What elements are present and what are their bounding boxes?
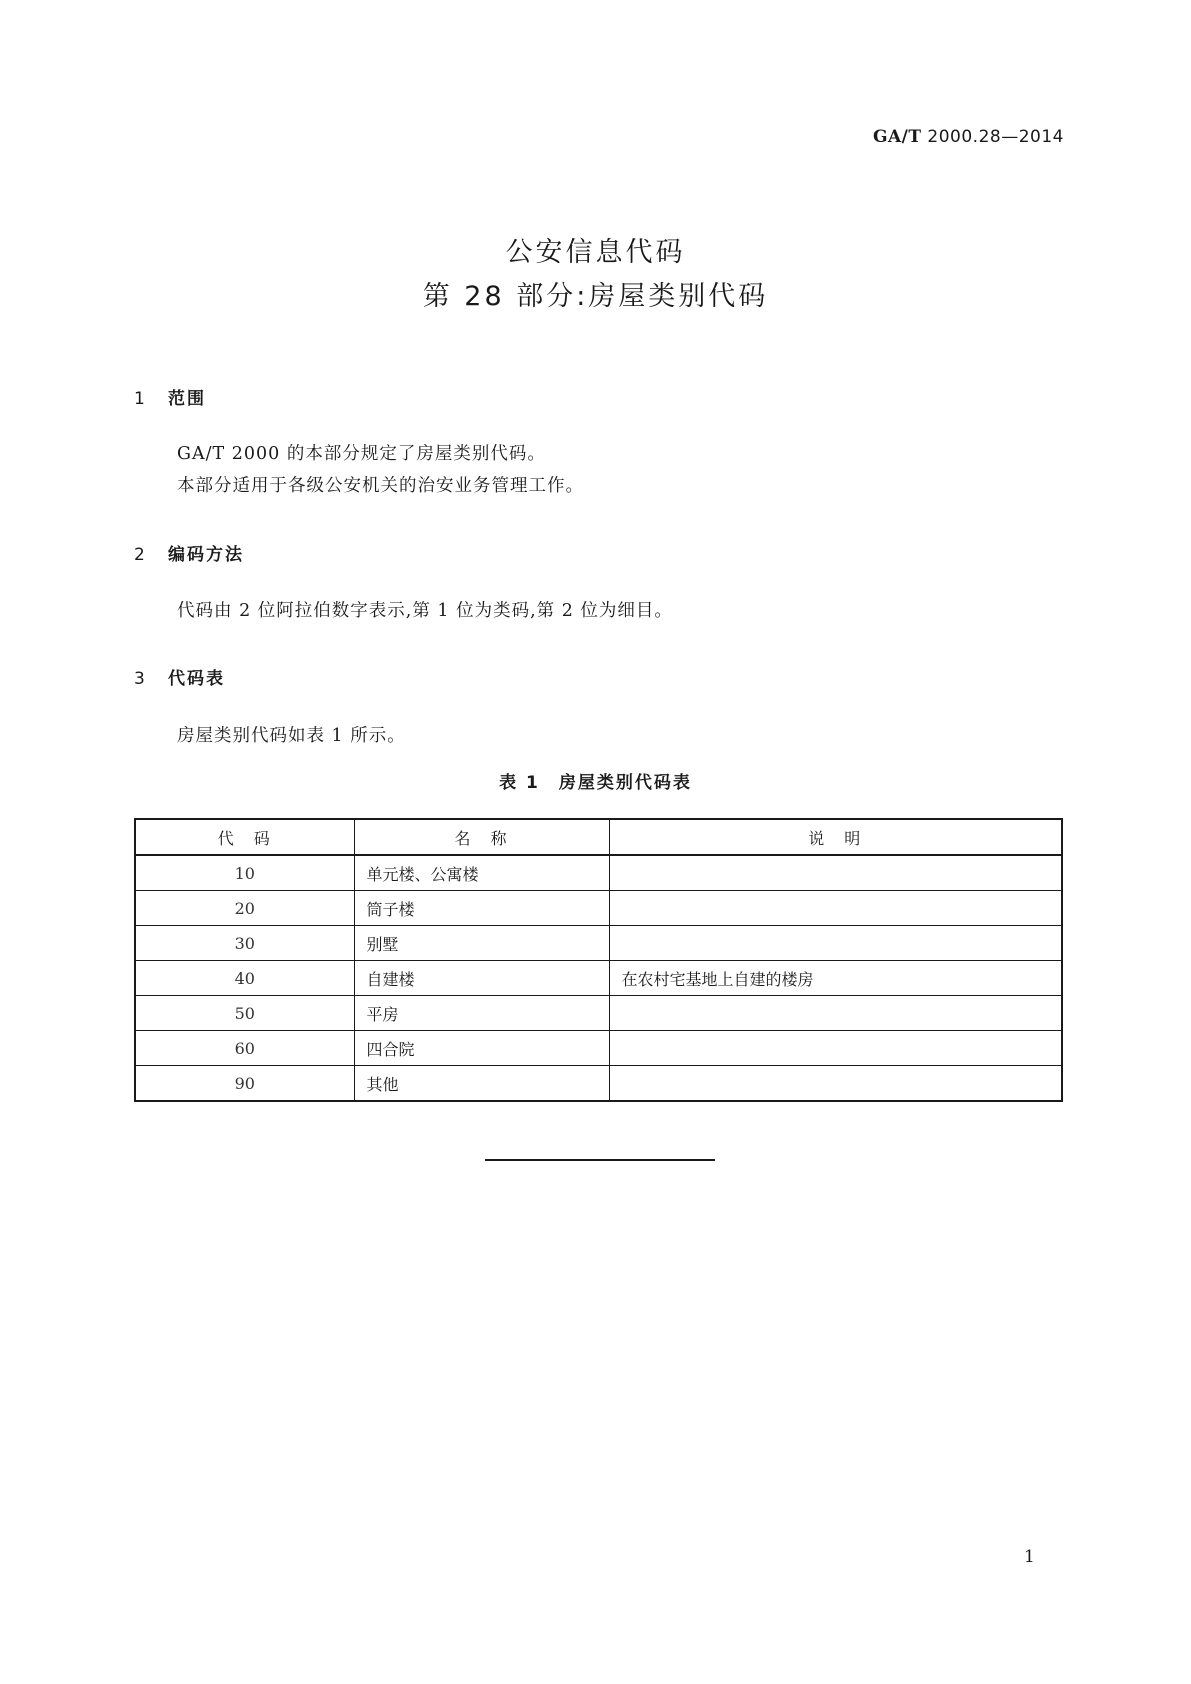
- row-description: [609, 926, 1062, 961]
- standard-number: [873, 127, 1064, 147]
- document-title: 公安信息代码: [505, 237, 686, 268]
- row-name: 自建楼: [354, 961, 609, 996]
- section-2-heading: [134, 540, 244, 565]
- section-1-number: 1: [134, 389, 147, 409]
- section-3-title: 代码表: [168, 669, 225, 689]
- row-description: 在农村宅基地上自建的楼房: [609, 961, 1062, 996]
- row-code: 30: [135, 926, 354, 961]
- standard-code: 2000.28—2014: [927, 127, 1064, 147]
- table-caption: 表 1 房屋类别代码表: [499, 773, 692, 793]
- section-1-paragraph-2: 本部分适用于各级公安机关的治安业务管理工作。: [177, 476, 584, 496]
- section-3-heading: [134, 664, 225, 689]
- table-row: [135, 1031, 1062, 1066]
- section-1-paragraph-1: GA/T 2000 的本部分规定了房屋类别代码。: [177, 444, 546, 464]
- table-row: [135, 996, 1062, 1031]
- document-subtitle: 第 28 部分:房屋类别代码: [422, 281, 769, 312]
- row-code: 40: [135, 961, 354, 996]
- table-row: [135, 961, 1062, 996]
- row-name: 平房: [354, 996, 609, 1031]
- row-description: [609, 1066, 1062, 1102]
- table-row: [135, 926, 1062, 961]
- section-2-title: 编码方法: [168, 545, 244, 565]
- row-description: [609, 891, 1062, 926]
- section-3-number: 3: [134, 669, 147, 689]
- house-type-code-table: [134, 818, 1063, 1102]
- row-name: 其他: [354, 1066, 609, 1102]
- header-description: 说 明: [609, 819, 1062, 855]
- section-1-heading: [134, 384, 206, 409]
- row-description: [609, 855, 1062, 891]
- page-number: 1: [1024, 1547, 1035, 1567]
- section-1-title: 范围: [168, 389, 206, 409]
- row-code: 50: [135, 996, 354, 1031]
- row-name: 四合院: [354, 1031, 609, 1066]
- row-name: 别墅: [354, 926, 609, 961]
- row-name: 筒子楼: [354, 891, 609, 926]
- section-2-paragraph-1: 代码由 2 位阿拉伯数字表示,第 1 位为类码,第 2 位为细目。: [177, 601, 673, 621]
- row-code: 90: [135, 1066, 354, 1102]
- row-code: 60: [135, 1031, 354, 1066]
- row-description: [609, 1031, 1062, 1066]
- header-name: 名 称: [354, 819, 609, 855]
- standard-prefix: GA/T: [872, 127, 922, 147]
- section-3-paragraph-1: 房屋类别代码如表 1 所示。: [177, 726, 406, 746]
- row-code: 20: [135, 891, 354, 926]
- table-row: [135, 855, 1062, 891]
- table-header-row: [135, 819, 1062, 855]
- section-2-number: 2: [134, 545, 147, 565]
- row-code: 10: [135, 855, 354, 891]
- header-code: 代 码: [135, 819, 354, 855]
- table-row: [135, 891, 1062, 926]
- table-row: [135, 1066, 1062, 1102]
- end-of-standard-rule: [485, 1159, 715, 1161]
- row-name: 单元楼、公寓楼: [354, 855, 609, 891]
- row-description: [609, 996, 1062, 1031]
